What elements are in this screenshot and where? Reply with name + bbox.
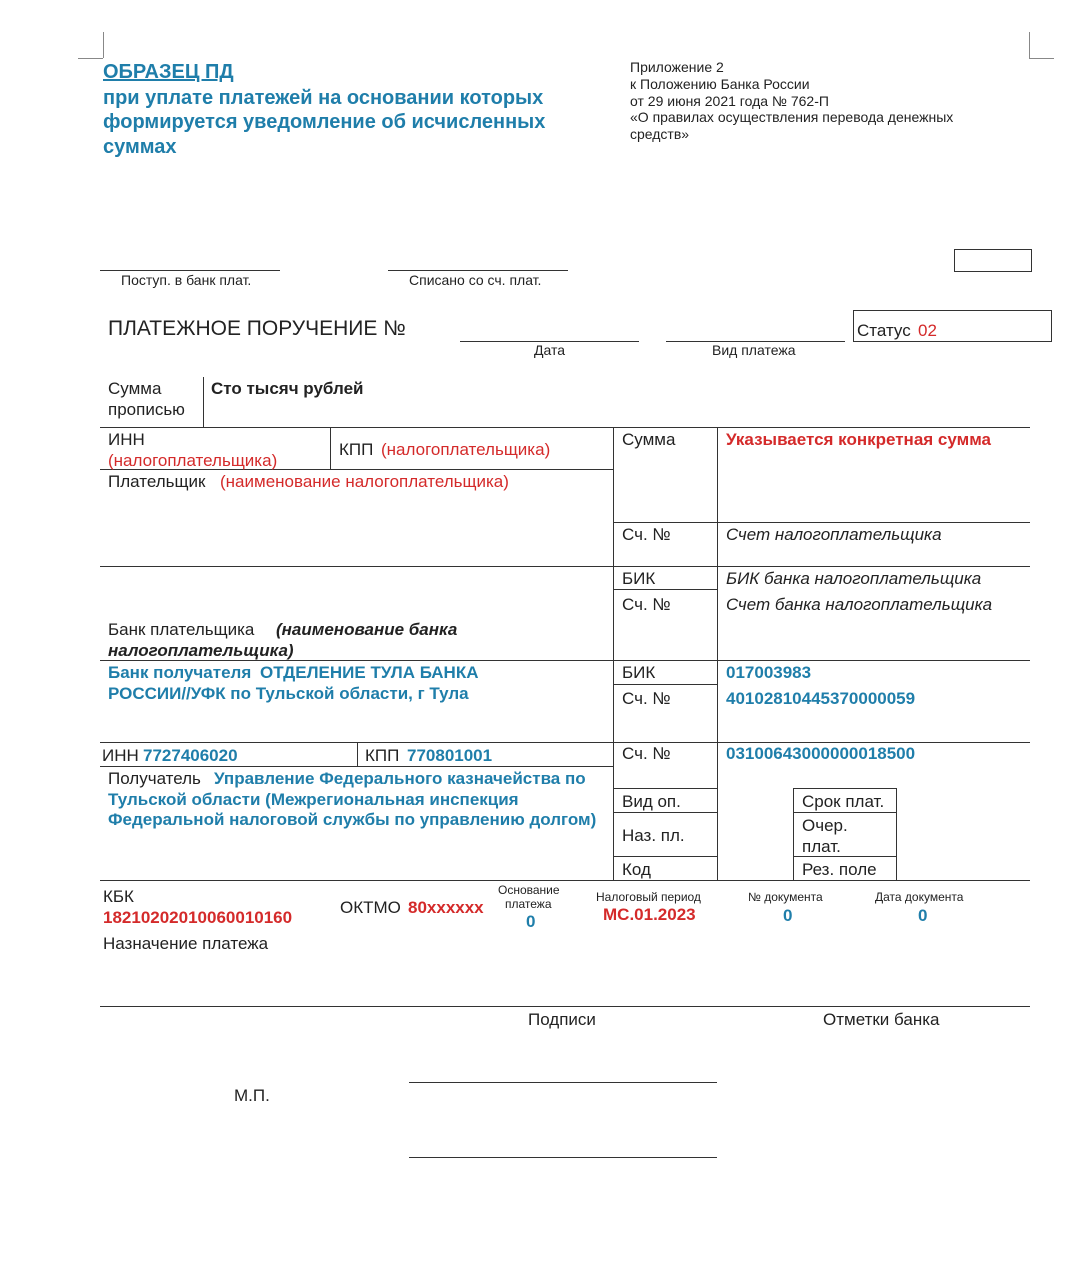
grid-line xyxy=(357,742,358,766)
basis-value: 0 xyxy=(526,912,536,931)
recipient-bank-label: Банк получателя xyxy=(108,663,252,682)
oktmo-value: 80xxxxxx xyxy=(408,898,484,917)
period-value: МС.01.2023 xyxy=(603,905,696,924)
payer-name-label: Плательщик xyxy=(108,472,206,491)
grid-line xyxy=(100,742,1030,743)
type-label: Вид платежа xyxy=(712,342,796,358)
acc-label: Сч. № xyxy=(622,525,671,544)
signature-line xyxy=(409,1082,717,1083)
debited-label: Списано со сч. плат. xyxy=(409,272,542,288)
recipient-name-value: Управление Федерального казначейства по xyxy=(214,769,586,788)
code-label: Код xyxy=(622,860,651,879)
recipient-kpp-label: КПП xyxy=(365,746,400,765)
purpose-code-label: Наз. пл. xyxy=(622,826,685,845)
recipient-bik: 017003983 xyxy=(726,663,812,682)
period-label: Налоговый период xyxy=(596,890,701,904)
appendix-line: средств» xyxy=(630,126,690,142)
amount-words-value: Сто тысяч рублей xyxy=(211,379,364,398)
recipient-bank-value: РОССИИ//УФК по Тульской области, г Тула xyxy=(108,684,469,703)
grid-line xyxy=(613,522,717,523)
acc-label: Сч. № xyxy=(622,744,671,763)
sum-label: Сумма xyxy=(622,430,676,449)
deadline-label: Срок плат. xyxy=(802,792,885,811)
grid-line xyxy=(613,684,717,685)
grid-line xyxy=(100,1006,1030,1007)
basis-label: платежа xyxy=(505,897,552,911)
crop-mark xyxy=(78,58,103,59)
payer-kpp-label: КПП xyxy=(339,440,374,459)
kbk-label: КБК xyxy=(103,887,134,906)
recipient-name-value: Тульской области (Межрегиональная инспекция xyxy=(108,790,519,809)
grid-line xyxy=(717,427,718,880)
bik-label: БИК xyxy=(622,663,656,682)
recipient-name-value: Федеральной налоговой службы по управлению долгом) xyxy=(108,810,597,829)
grid-line xyxy=(896,788,897,880)
doc-number-value: 0 xyxy=(783,906,793,925)
payer-bank-value: налогоплательщика) xyxy=(108,641,294,660)
payer-inn-label: ИНН xyxy=(108,430,145,449)
oktmo-label: ОКТМО xyxy=(340,898,401,917)
status-value: 02 xyxy=(918,321,937,340)
grid-line xyxy=(717,522,1030,523)
acc-label: Сч. № xyxy=(622,595,671,614)
appendix-line: к Положению Банка России xyxy=(630,76,810,92)
sample-desc: суммах xyxy=(103,136,177,158)
payer-bank-account: Счет банка налогоплательщика xyxy=(726,595,993,614)
doc-date-value: 0 xyxy=(918,906,928,925)
payer-inn-value: (налогоплательщика) xyxy=(108,451,278,470)
grid-line xyxy=(613,589,717,590)
recipient-bank-value: ОТДЕЛЕНИЕ ТУЛА БАНКА xyxy=(260,663,479,682)
grid-line xyxy=(100,566,1030,567)
bik-label: БИК xyxy=(622,569,656,588)
payer-bank-value: (наименование банка xyxy=(276,620,458,639)
reserve-label: Рез. поле xyxy=(802,860,877,879)
grid-line xyxy=(613,788,717,789)
recipient-inn-value: 7727406020 xyxy=(143,746,238,765)
recipient-account: 03100643000000018500 xyxy=(726,744,916,763)
divider xyxy=(203,377,204,427)
queue-label: Очер. xyxy=(802,816,848,835)
kbk-value: 18210202010060010160 xyxy=(103,908,293,927)
op-type-label: Вид оп. xyxy=(622,792,681,811)
sample-desc: при уплате платежей на основании которых xyxy=(103,87,544,109)
received-label: Поступ. в банк плат. xyxy=(121,272,252,288)
form-code-box xyxy=(954,249,1032,272)
sum-value: Указывается конкретная сумма xyxy=(726,430,991,449)
bank-notes-label: Отметки банка xyxy=(823,1010,940,1029)
crop-mark xyxy=(103,32,104,58)
amount-words-label: Сумма xyxy=(108,379,162,398)
payer-bank-label: Банк плательщика xyxy=(108,620,255,639)
appendix-line: Приложение 2 xyxy=(630,59,724,75)
grid-line xyxy=(793,788,896,789)
crop-mark xyxy=(1029,32,1030,58)
payer-bik: БИК банка налогоплательщика xyxy=(726,569,982,588)
grid-line xyxy=(613,856,717,857)
payer-name-value: (наименование налогоплательщика) xyxy=(220,472,509,491)
status-label: Статус xyxy=(857,321,911,340)
signature-line xyxy=(409,1157,717,1158)
stamp-label: М.П. xyxy=(234,1086,270,1105)
grid-line xyxy=(793,812,896,813)
recipient-inn-label: ИНН xyxy=(102,746,139,765)
appendix-line: от 29 июня 2021 года № 762-П xyxy=(630,93,829,109)
grid-line xyxy=(613,812,717,813)
grid-line xyxy=(793,788,794,880)
date-label: Дата xyxy=(534,342,566,358)
recipient-name-label: Получатель xyxy=(108,769,201,788)
order-title: ПЛАТЕЖНОЕ ПОРУЧЕНИЕ № xyxy=(108,317,406,340)
sample-title: ОБРАЗЕЦ ПД xyxy=(103,61,234,83)
acc-label: Сч. № xyxy=(622,689,671,708)
sample-desc: формируется уведомление об исчисленных xyxy=(103,111,546,133)
grid-line xyxy=(100,427,1030,428)
doc-date-label: Дата документа xyxy=(875,890,964,904)
purpose-label: Назначение платежа xyxy=(103,934,269,953)
received-line xyxy=(100,270,280,271)
basis-label: Основание xyxy=(498,883,560,897)
recipient-corr-account: 40102810445370000059 xyxy=(726,689,916,708)
appendix-line: «О правилах осуществления перевода денежных xyxy=(630,109,954,125)
payer-account: Счет налогоплательщика xyxy=(726,525,942,544)
debited-line xyxy=(388,270,568,271)
payer-kpp-value: (налогоплательщика) xyxy=(381,440,551,459)
grid-line xyxy=(100,880,1030,881)
recipient-kpp-value: 770801001 xyxy=(407,746,493,765)
crop-mark xyxy=(1029,58,1054,59)
amount-words-label: прописью xyxy=(108,400,185,419)
queue-label: плат. xyxy=(802,837,841,856)
signatures-label: Подписи xyxy=(528,1010,596,1029)
grid-line xyxy=(330,427,331,469)
grid-line xyxy=(100,766,613,767)
doc-number-label: № документа xyxy=(748,890,823,904)
